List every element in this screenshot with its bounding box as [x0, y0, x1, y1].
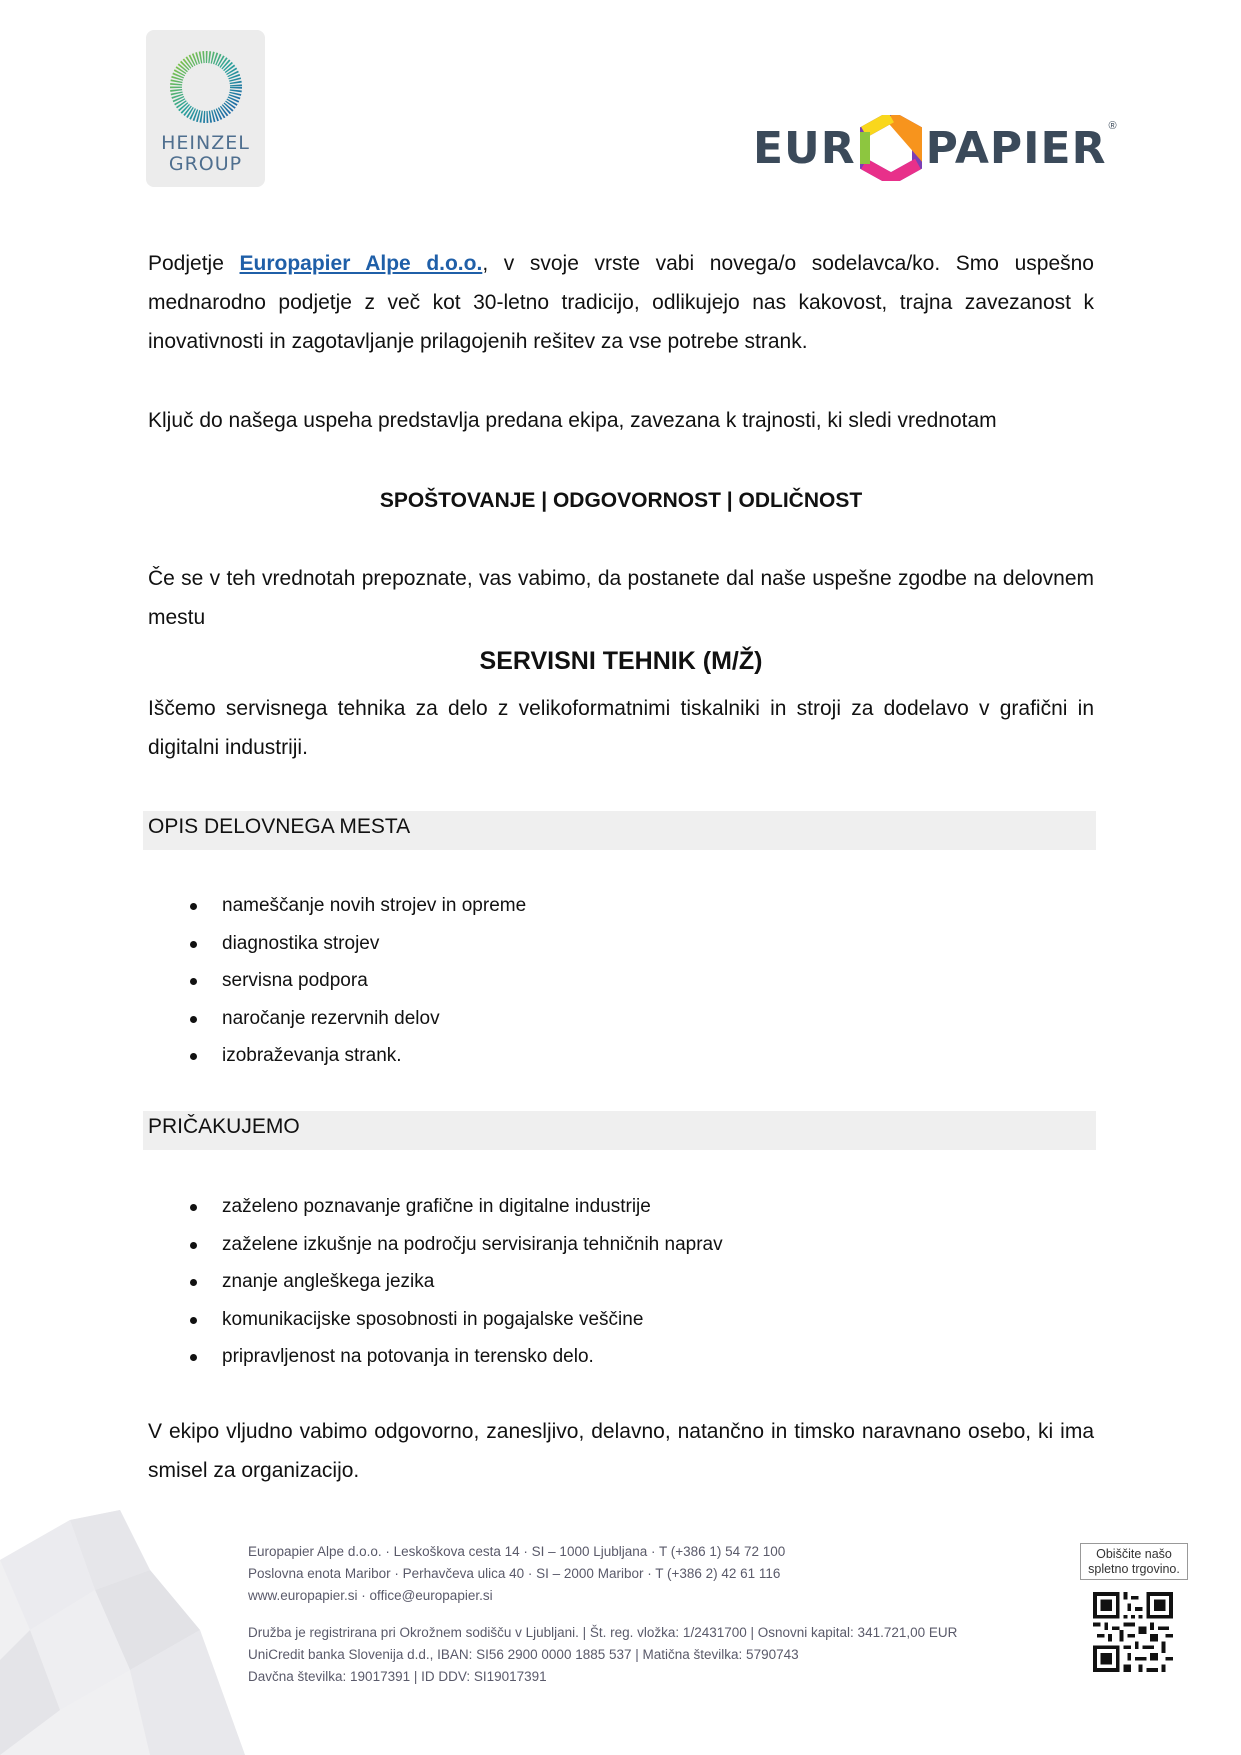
list-item: nameščanje novih strojev in opreme: [190, 887, 1070, 925]
footer-line: Poslovna enota Maribor · Perhavčeva ulica 40 · SI – 2000 Maribor · T (+386 2) 42 61 116: [248, 1566, 781, 1581]
list-item: zaželeno poznavanje grafične in digitalne industrije: [190, 1188, 1070, 1226]
shop-box[interactable]: Obiščite našo spletno trgovino.: [1080, 1543, 1188, 1580]
list-item: naročanje rezervnih delov: [190, 1000, 1070, 1038]
footer-legal: Družba je registrirana pri Okrožnem sodišču v Ljubljani. | Št. reg. vložka: 1/2431700 | Osnovni kapital: 341.721,00 EUR: [248, 1625, 958, 1640]
footer-polygon-decoration: [0, 1500, 260, 1755]
pricakujemo-list: [190, 1188, 1070, 1376]
qr-code-icon[interactable]: [1093, 1592, 1173, 1672]
list-item: izobraževanja strank.: [190, 1037, 1070, 1075]
section-heading-pricakujemo: PRIČAKUJEMO: [143, 1111, 1096, 1150]
heinzel-logo-text: HEINZEL GROUP: [161, 132, 250, 175]
key-paragraph: Ključ do našega uspeha predstavlja predana ekipa, zavezana k trajnosti, ki sledi vrednotam: [148, 409, 997, 432]
list-item: diagnostika strojev: [190, 925, 1070, 963]
footer-line: Europapier Alpe d.o.o. · Leskoškova cesta 14 · SI – 1000 Ljubljana · T (+386 1) 54 72 100: [248, 1544, 786, 1559]
hexagon-logo-icon: [860, 115, 922, 181]
opis-list: [190, 887, 1070, 1075]
invite-paragraph: Če se v teh vrednotah prepoznate, vas vabimo, da postanete dal naše uspešne zgodbe na delovnem mestu: [148, 567, 1094, 629]
closing-paragraph: V ekipo vljudno vabimo odgovorno, zanesljivo, delavno, natančno in timsko naravnano osebo, ki ima smisel za organizacijo.: [148, 1420, 1094, 1482]
values-line: SPOŠTOVANJE | ODGOVORNOST | ODLIČNOST: [379, 489, 863, 512]
footer-legal: UniCredit banka Slovenija d.d., IBAN: SI56 2900 0000 1885 537 | Matična številka: 5790743: [248, 1647, 799, 1662]
list-item: znanje angleškega jezika: [190, 1263, 1070, 1301]
heinzel-group-logo: [146, 30, 265, 187]
list-item: zaželene izkušnje na področju servisiranja tehničnih naprav: [190, 1226, 1070, 1264]
footer-contact: [248, 1541, 1068, 1688]
job-title: SERVISNI TEHNIK (M/Ž): [479, 647, 763, 675]
job-description: Iščemo servisnega tehnika za delo z velikoformatnimi tiskalniki in stroji za dodelavo v grafični in digitalni industriji.: [148, 697, 1094, 759]
europapier-logo: EUR PAPIER ®: [753, 108, 1117, 188]
section-heading-opis: OPIS DELOVNEGA MESTA: [143, 811, 1096, 850]
list-item: komunikacijske sposobnosti in pogajalske veščine: [190, 1301, 1070, 1339]
intro-paragraph: Podjetje Europapier Alpe d.o.o., v svoje vrste vabi novega/o sodelavca/ko. Smo uspešno mednarodno podjetje z več kot 30-letno tradicijo, odlikujejo nas kakovost, trajna zavezanost k inovativnosti in zagotavljanje prilagojenih rešitev za vse potrebe strank.: [148, 252, 1094, 353]
heinzel-ring-icon: [166, 47, 246, 127]
list-item: pripravljenost na potovanja in terensko delo.: [190, 1338, 1070, 1376]
footer-legal: Davčna številka: 19017391 | ID DDV: SI19017391: [248, 1669, 547, 1684]
footer-link-line[interactable]: www.europapier.si · office@europapier.si: [248, 1588, 493, 1603]
list-item: servisna podpora: [190, 962, 1070, 1000]
company-link[interactable]: Europapier Alpe d.o.o.: [239, 252, 483, 275]
